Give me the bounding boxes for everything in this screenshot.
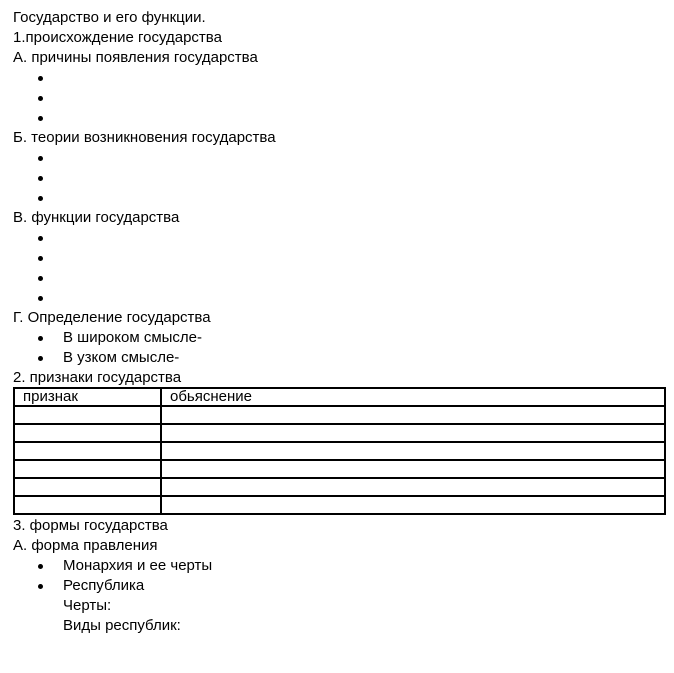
section-3-title: 3. формы государства: [13, 517, 168, 534]
table-cell[interactable]: [14, 442, 161, 460]
section-1-part-b-list: [13, 148, 663, 208]
bullet-icon: [38, 256, 43, 261]
section-1-part-d-title: Г. Определение государства: [13, 309, 211, 326]
section-1-part-a-list: [13, 68, 663, 128]
section-3-part-a-title: А. форма правления: [13, 537, 158, 554]
list-item: Республика: [13, 576, 663, 596]
document-title: Государство и его функции.: [13, 9, 206, 26]
table-cell[interactable]: [14, 478, 161, 496]
section-1-part-b-title: Б. теории возникновения государства: [13, 129, 276, 146]
table-row: [14, 496, 665, 514]
table-cell[interactable]: [14, 424, 161, 442]
section-1-part-a-title: А. причины появления государства: [13, 49, 258, 66]
bullet-icon: [38, 276, 43, 281]
list-item: [13, 248, 663, 268]
bullet-icon: [38, 156, 43, 161]
section-1-part-c-title: В. функции государства: [13, 209, 180, 226]
bullet-icon: [38, 336, 43, 341]
column-header-explanation: обьяснение: [161, 388, 665, 406]
bullet-icon: [38, 76, 43, 81]
list-item: [13, 68, 663, 88]
table-header-row: [14, 388, 665, 406]
table-row: [14, 424, 665, 442]
bullet-icon: [38, 176, 43, 181]
list-item: В узком смысле-: [13, 348, 663, 368]
bullet-icon: [38, 236, 43, 241]
bullet-icon: [38, 116, 43, 121]
list-item: [13, 148, 663, 168]
table-row: [14, 406, 665, 424]
table-cell[interactable]: [161, 496, 665, 514]
list-item: [13, 188, 663, 208]
list-item: [13, 168, 663, 188]
table-row: [14, 478, 665, 496]
document-page: [13, 8, 663, 636]
table-row: [14, 460, 665, 478]
bullet-icon: [38, 356, 43, 361]
section-1-part-d-list: [13, 328, 663, 368]
table-row: [14, 442, 665, 460]
table-cell[interactable]: [161, 460, 665, 478]
bullet-icon: [38, 584, 43, 589]
signs-table: [13, 387, 666, 515]
bullet-icon: [38, 196, 43, 201]
list-item: [13, 288, 663, 308]
bullet-icon: [38, 96, 43, 101]
republic-types-label: Виды республик:: [63, 617, 181, 634]
table-cell[interactable]: [161, 406, 665, 424]
list-item: [13, 228, 663, 248]
table-cell[interactable]: [14, 496, 161, 514]
list-item: В широком смысле-: [13, 328, 663, 348]
table-cell[interactable]: [161, 478, 665, 496]
section-1-part-c-list: [13, 228, 663, 308]
list-item: [13, 268, 663, 288]
table-cell[interactable]: [14, 406, 161, 424]
table-cell[interactable]: [161, 442, 665, 460]
section-1-title: 1.происхождение государства: [13, 29, 222, 46]
list-item: Монархия и ее черты: [13, 556, 663, 576]
bullet-icon: [38, 564, 43, 569]
list-item: [13, 88, 663, 108]
republic-features-label: Черты:: [63, 597, 112, 614]
section-3-part-a-list: [13, 556, 663, 596]
bullet-icon: [38, 296, 43, 301]
column-header-sign: признак: [14, 388, 161, 406]
section-2-title: 2. признаки государства: [13, 369, 182, 386]
table-cell[interactable]: [14, 460, 161, 478]
table-cell[interactable]: [161, 424, 665, 442]
list-item: [13, 108, 663, 128]
